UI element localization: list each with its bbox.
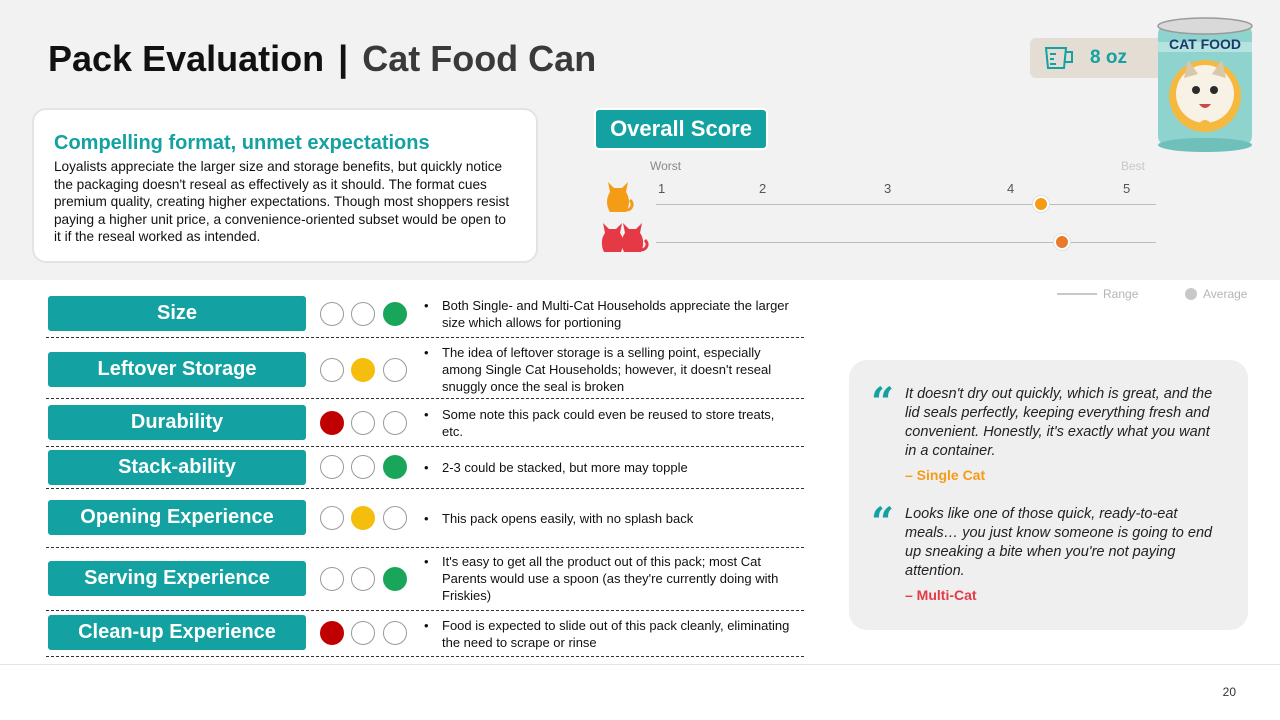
criterion-durability: Durability <box>48 405 306 440</box>
row-divider <box>46 610 804 611</box>
rating-light-opening-experience-2 <box>351 506 375 530</box>
rating-light-size-1 <box>320 302 344 326</box>
overall-score-label: Overall Score <box>596 110 766 148</box>
footer-divider <box>0 664 1280 665</box>
scale-tick-3: 3 <box>884 181 892 196</box>
multi-cat-track <box>656 242 1156 243</box>
rating-light-size-2 <box>351 302 375 326</box>
rating-light-stack-ability-1 <box>320 455 344 479</box>
rating-light-leftover-storage-3 <box>383 358 407 382</box>
rating-light-stack-ability-2 <box>351 455 375 479</box>
page-title <box>48 38 596 80</box>
page-number: 20 <box>1222 685 1236 699</box>
worst-label: Worst <box>650 159 682 173</box>
single-cat-track <box>656 204 1156 205</box>
quote-mark-icon: “ <box>871 379 895 426</box>
scale-tick-2: 2 <box>759 181 767 196</box>
rating-light-leftover-storage-1 <box>320 358 344 382</box>
scale-tick-1: 1 <box>658 181 666 196</box>
rating-light-durability-2 <box>351 411 375 435</box>
scale-tick-4: 4 <box>1007 181 1015 196</box>
rating-light-clean-up-experience-3 <box>383 621 407 645</box>
scale-tick-5: 5 <box>1123 181 1131 196</box>
measuring-cup-icon <box>1042 45 1076 71</box>
best-label: Best <box>1121 159 1146 173</box>
criterion-desc-clean-up-experience: • Food is expected to slide out of this pack cleanly, eliminating the need to scrape or rinse <box>424 617 794 651</box>
criterion-desc-size: • Both Single- and Multi-Cat Households appreciate the larger size which allows for portioning <box>424 297 794 331</box>
rating-light-size-3 <box>383 302 407 326</box>
quote-attribution-multi-cat: – Multi-Cat <box>905 587 977 603</box>
criterion-desc-opening-experience: • This pack opens easily, with no splash back <box>424 510 794 527</box>
criterion-desc-stack-ability: • 2-3 could be stacked, but more may topple <box>424 459 794 476</box>
legend-range-label: Range <box>1103 287 1139 301</box>
quote-attribution-single-cat: – Single Cat <box>905 467 986 483</box>
criterion-size: Size <box>48 296 306 331</box>
legend-average <box>1185 287 1247 301</box>
size-badge <box>1030 38 1170 78</box>
criterion-leftover-storage: Leftover Storage <box>48 352 306 387</box>
row-divider <box>46 547 804 548</box>
title-separator: | <box>338 38 349 79</box>
criterion-clean-up-experience: Clean-up Experience <box>48 615 306 650</box>
rating-light-clean-up-experience-1 <box>320 621 344 645</box>
criterion-desc-durability: • Some note this pack could even be reused to store treats, etc. <box>424 406 794 440</box>
summary-title: Compelling format, unmet expectations <box>54 132 430 154</box>
summary-card <box>32 108 538 263</box>
rating-light-durability-3 <box>383 411 407 435</box>
multi-cat-icon <box>600 218 650 259</box>
rating-light-serving-experience-1 <box>320 567 344 591</box>
rating-light-opening-experience-3 <box>383 506 407 530</box>
criterion-stack-ability: Stack-ability <box>48 450 306 485</box>
row-divider <box>46 446 804 447</box>
row-divider <box>46 488 804 489</box>
criterion-opening-experience: Opening Experience <box>48 500 306 535</box>
size-value: 8 oz <box>1090 47 1127 68</box>
criterion-serving-experience: Serving Experience <box>48 561 306 596</box>
rating-light-durability-1 <box>320 411 344 435</box>
rating-light-serving-experience-3 <box>383 567 407 591</box>
rating-light-serving-experience-2 <box>351 567 375 591</box>
legend-range <box>1057 287 1138 301</box>
summary-body: Loyalists appreciate the larger size and storage benefits, but quickly notice the packaging doesn't reseal as effectively as it should. The format cues premium quality, creating higher expectations. Though most shoppers resist paying a higher unit price, a convenience-oriented subset would be open to it if the reseal worked as intended. <box>54 159 510 245</box>
row-divider <box>46 656 804 657</box>
legend-average-label: Average <box>1203 287 1248 301</box>
criterion-desc-serving-experience: • It's easy to get all the product out of this pack; most Cat Parents would use a spoon (as they're currently doing with Friskies) <box>424 553 794 604</box>
quote-text-multi-cat: Looks like one of those quick, ready-to-eat meals… you just know someone is going to end up sneaking a bite when you're not paying attention. <box>905 506 1213 579</box>
rating-light-opening-experience-1 <box>320 506 344 530</box>
single-cat-icon <box>602 176 634 219</box>
rating-light-stack-ability-3 <box>383 455 407 479</box>
title-main: Pack Evaluation <box>48 38 325 79</box>
quote-text-single-cat: It doesn't dry out quickly, which is great, and the lid seals perfectly, keeping everything fresh and convenient. Honestly, it's exactly what you want in a container. <box>905 386 1213 459</box>
row-divider <box>46 337 804 338</box>
quote-mark-icon: “ <box>871 499 895 546</box>
row-divider <box>46 398 804 399</box>
average-dot-icon <box>1185 288 1197 300</box>
rating-light-clean-up-experience-2 <box>351 621 375 645</box>
title-subtitle: Cat Food Can <box>362 38 597 79</box>
can-label-text: CAT FOOD <box>1168 36 1242 52</box>
rating-light-leftover-storage-2 <box>351 358 375 382</box>
criterion-desc-leftover-storage: • The idea of leftover storage is a selling point, especially among Single Cat Households; however, it doesn't reseal snuggly once the seal is broken <box>424 344 794 395</box>
range-line-icon <box>1057 293 1097 295</box>
